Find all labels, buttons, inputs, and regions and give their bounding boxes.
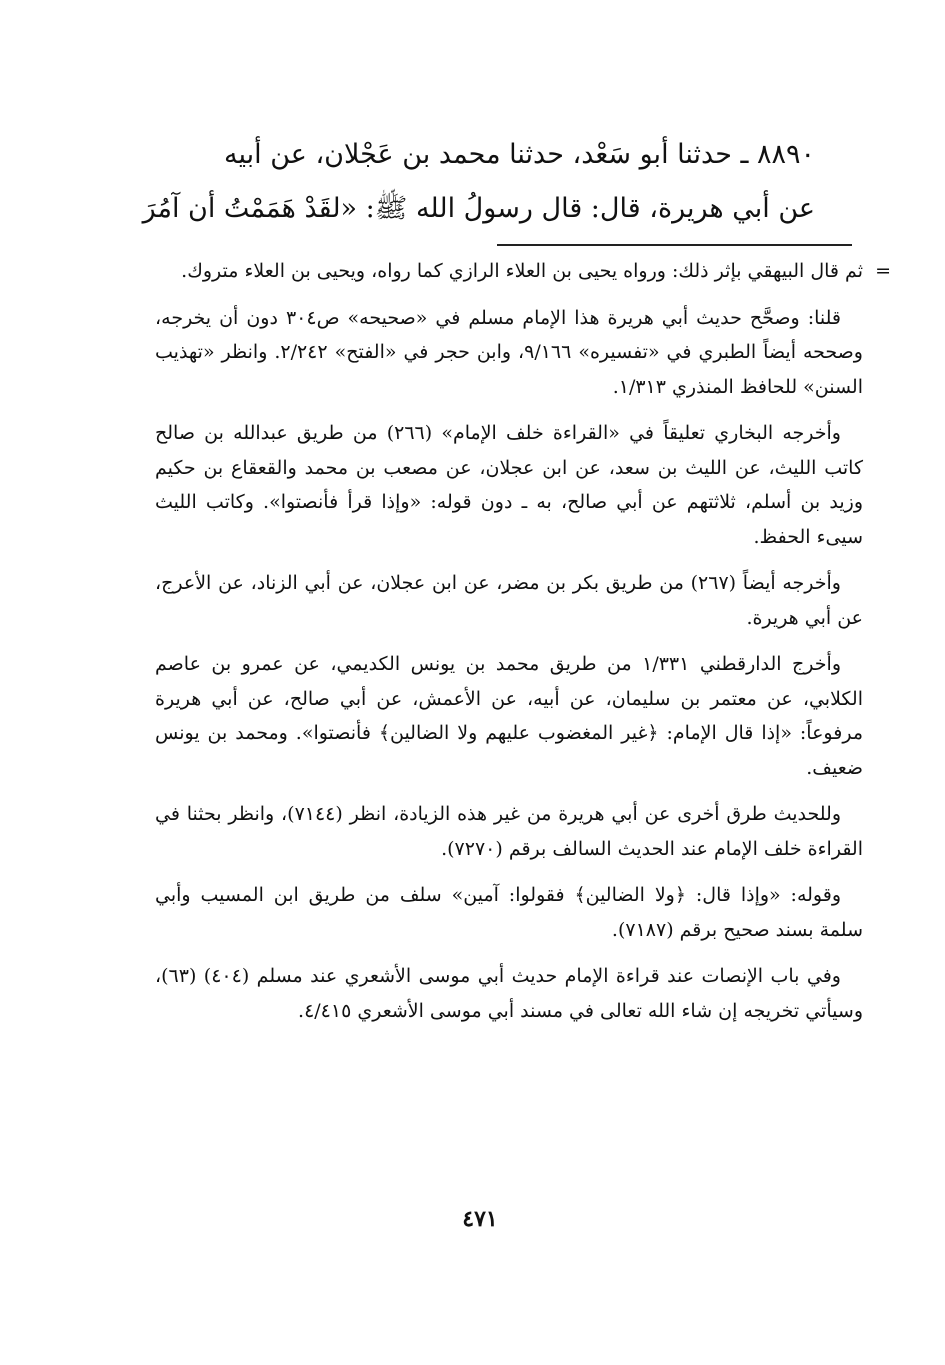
continuation-mark: =	[875, 260, 891, 282]
hadith-line-1: ٨٨٩٠ ـ حدثنا أبو سَعْد، حدثنا محمد بن عَجْلان، عن أبيه	[224, 139, 815, 170]
footnote-paragraph	[155, 254, 891, 289]
footnote-paragraph-text: ثم قال البيهقي بإثر ذلك: ورواه يحيى بن العلاء الرازي كما رواه، ويحيى بن العلاء متروك.	[181, 260, 863, 282]
footnote-paragraph: وأخرجه البخاري تعليقاً في «القراءة خلف الإمام» (٢٦٦) من طريق عبدالله بن صالح كاتب الليث، عن الليث بن سعد، عن ابن عجلان، عن مصعب بن محمد والقعقاع بن حكيم وزيد بن أسلم، ثلاثتهم عن أبي صالح، به ـ دون قوله: «وإذا قرأ فأنصتوا». وكاتب الليث سيىء الحفظ.	[155, 422, 863, 548]
footnote-paragraph: وأخرجه أيضاً (٢٦٧) من طريق بكر بن مضر، عن ابن عجلان، عن أبي الزناد، عن الأعرج، عن أبي هريرة.	[155, 572, 863, 629]
footnote-paragraph: وفي باب الإنصات عند قراءة الإمام حديث أبي موسى الأشعري عند مسلم (٤٠٤) (٦٣)، وسيأتي تخريجه إن شاء الله تعالى في مسند أبي موسى الأشعري ٤/٤١٥.	[155, 965, 863, 1022]
footnotes	[155, 254, 891, 1040]
footnote-paragraph: قلنا: وصحَّح حديث أبي هريرة هذا الإمام مسلم في «صحيحه» ص٣٠٤ دون أن يخرجه، وصححه أيضاً الطبري في «تفسيره» ٩/١٦٦، وابن حجر في «الفتح» ٢/٢٤٢. وانظر «تهذيب السنن» للحافظ المنذري ١/٣١٣.	[155, 306, 863, 398]
hadith-text	[125, 128, 815, 236]
hadith-line-2: عن أبي هريرة، قال: قال رسولُ الله ﷺ: «لقَدْ هَمَمْتُ أن آمُرَ	[142, 193, 815, 224]
footnote-paragraph: وأخرج الدارقطني ١/٣٣١ من طريق محمد بن يونس الكديمي، عن عمرو بن عاصم الكلابي، عن معتمر بن سليمان، عن أبيه، عن الأعمش، عن أبي صالح، عن أبي هريرة مرفوعاً: «إذا قال الإمام: ﴿غير المغضوب عليهم ولا الضالين﴾ فأنصتوا». ومحمد بن يونس ضعيف.	[155, 653, 863, 779]
page-number: ٤٧١	[462, 1206, 498, 1232]
footnote-paragraph: وللحديث طرق أخرى عن أبي هريرة من غير هذه الزيادة، انظر (٧١٤٤)، وانظر بحثنا في القراءة خلف الإمام عند الحديث السالف برقم (٧٢٧٠).	[155, 803, 863, 860]
footnote-divider	[497, 244, 852, 246]
footnote-paragraph: وقوله: «وإذا قال: ﴿ولا الضالين﴾ فقولوا: آمين» سلف من طريق ابن المسيب وأبي سلمة بسند صحيح برقم (٧١٨٧).	[155, 884, 863, 941]
